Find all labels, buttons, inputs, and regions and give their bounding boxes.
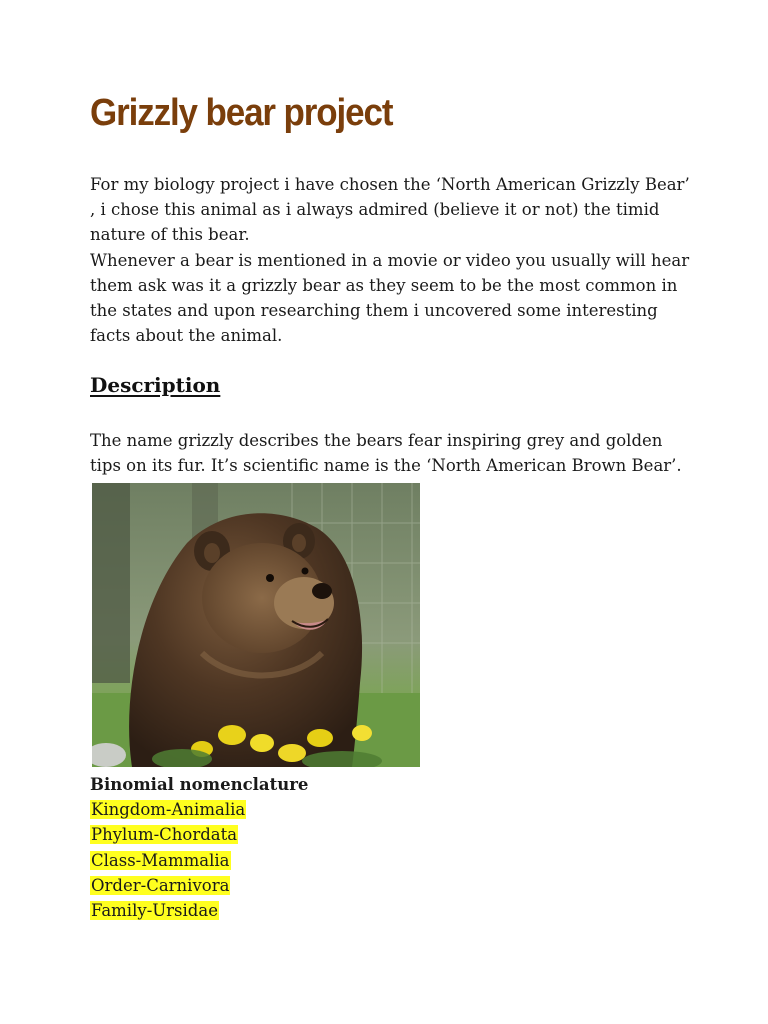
rank-family [90,898,308,923]
grizzly-bear-photo [92,483,420,767]
intro-paragraph: Whenever a bear is mentioned in a movie or video you usually will hear them ask was it a grizzly bear as they seem to be the most common in the states and upon researching them i uncovered some interesting facts about the animal. [90,250,690,346]
rank-order [90,873,308,898]
highlighted-text: Kingdom-Animalia [91,800,246,820]
intro-paragraph: For my biology project i have chosen the ‘North American Grizzly Bear’ , i chose this animal as i always admired (believe it or not) the timid nature of this bear. [90,175,690,245]
binomial-nomenclature-list [90,772,308,923]
rank-class [90,848,308,873]
highlighted-text: Phylum-Chordata [91,825,238,845]
description-paragraph: The name grizzly describes the bears fear inspiring grey and golden tips on its fur. It’s scientific name is the ‘North American Brown Bear’. [90,431,682,476]
highlighted-text: Family-Ursidae [91,901,218,921]
highlighted-text: Order-Carnivora [91,875,230,895]
page-title: Grizzly bear project [90,92,393,134]
intro-text [90,172,690,348]
rank-kingdom [90,797,308,822]
highlighted-text: Class-Mammalia [91,850,230,870]
nomenclature-heading: Binomial nomenclature [90,775,309,794]
rank-phylum [90,822,308,847]
section-heading-description: Description [90,373,221,397]
